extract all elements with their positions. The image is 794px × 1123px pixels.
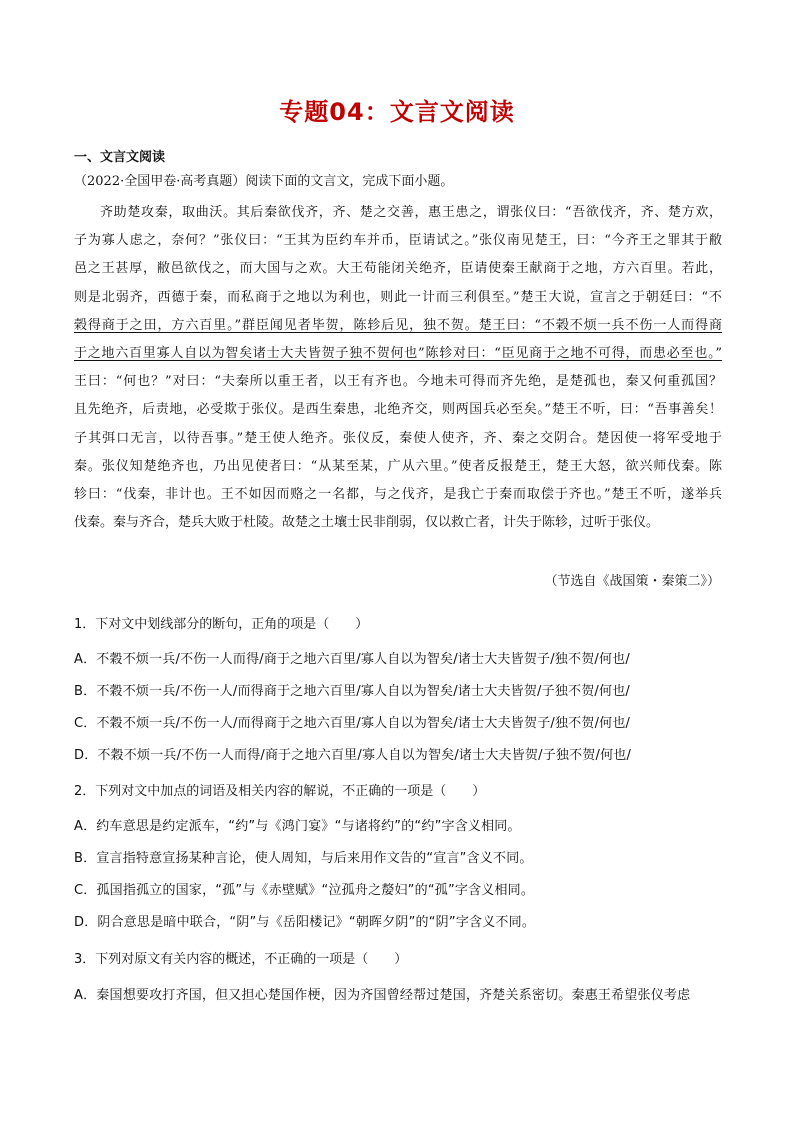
question-2-option-a: A．约车意思是约定派车，“约”与《鸿门宴》“与诸将约”的“约”字含义相同。: [74, 819, 521, 834]
passage-source: （节选自《战国策・秦策二》）: [544, 574, 720, 589]
question-1-option-b: B．不穀不烦一兵/不伤一人/而得商于之地六百里/寡人自以为智矣/诸士大夫皆贺/子独不贺/何也/: [74, 684, 630, 699]
question-2-option-c: C．孤国指孤立的国家，“孤”与《赤壁赋》“泣孤舟之嫠妇”的“孤”字含义相同。: [74, 883, 535, 898]
passage-line: 邑之王甚厚，敝邑欲伐之，而大国与之欢。大王苟能闭关绝齐，臣请使秦王献商于之地，方六百里。若此，: [74, 261, 722, 277]
passage-line: 齐助楚攻秦，取曲沃。其后秦欲伐齐，齐、楚之交善，惠王患之，谓张仪曰：“吾欲伐齐，齐、楚方欢，: [100, 205, 722, 220]
passage-line: 子其弭口无言，以待吾事。”楚王使人绝齐。张仪反，秦使人使齐，齐、秦之交阴合。楚因使一将军受地于: [74, 430, 722, 446]
question-1-option-c: C．不穀不烦一兵/不伤一人/而得商于之地六百里/寡人自以为智矣/诸士大夫皆贺子/独不贺/何也/: [74, 716, 631, 731]
page-title: 专题04：文言文阅读: [279, 98, 515, 126]
passage-line: 轸曰：“伐秦，非计也。王不如因而赂之一名都，与之伐齐，是我亡于秦而取偿于齐也。”楚王不听，遂举兵: [74, 486, 722, 502]
question-1-option-d: D．不穀不烦一兵/不伤一人而得/商于之地六百里/寡人自以为智矣/诸士大夫皆贺/子独不贺/何也/: [74, 748, 632, 763]
passage-line-underlined: 于之地六百里寡人自以为智矣诸士大夫皆贺子独不贺何也”陈轸对曰：“臣见商于之地不可得，而患必至也。”: [74, 345, 722, 361]
question-3-stem: 3．下列对原文有关内容的概述，不正确的一项是（ ）: [74, 952, 408, 967]
passage-line: 秦。张仪知楚绝齐也，乃出见使者曰：“从某至某，广从六里。”使者反报楚王，楚王大怒，欲兴师伐秦。陈: [74, 458, 722, 474]
question-2-option-b: B．宣言指特意宣扬某种言论，使人周知，与后来用作文告的“宣言”含义不同。: [74, 851, 533, 866]
passage-line: 伐秦。秦与齐合，楚兵大败于杜陵。故楚之土壤士民非削弱，仅以救亡者，计失于陈轸，过听于张仪。: [74, 515, 660, 531]
question-2-stem: 2．下列对文中加点的词语及相关内容的解说，不正确的一项是（ ）: [74, 784, 486, 799]
question-2-option-d: D．阴合意思是暗中联合，“阴”与《岳阳楼记》“朝晖夕阴”的“阴”字含义不同。: [74, 915, 536, 930]
passage-line: 王曰：“何也？”对曰：“夫秦所以重王者，以王有齐也。今地未可得而齐先绝，是楚孤也，秦又何重孤国？: [74, 374, 722, 390]
classical-passage: [74, 199, 722, 537]
passage-line-underlined: 榖得商于之田，方六百里。”群臣闻见者毕贺，陈轸后见，独不贺。楚王曰：“不榖不烦一兵不伤一人而得商: [74, 317, 722, 333]
passage-line: 且先绝齐，后责地，必受欺于张仪。是西生秦患，北绝齐交，则两国兵必至矣。”楚王不听，曰：“吾事善矣！: [74, 402, 722, 418]
section-heading: 一、文言文阅读: [74, 150, 166, 165]
section-intro: （2022·全国甲卷·高考真题）阅读下面的文言文，完成下面小题。: [74, 174, 454, 189]
question-1-stem: 1．下对文中划线部分的断句，正角的项是（ ）: [74, 617, 369, 632]
passage-line: 则是北弱齐，西德于秦，而私商于之地以为利也，则此一计而三利俱至。”楚王大说，宣言之于朝廷曰：“不: [74, 289, 722, 305]
question-1-option-a: A．不穀不烦一兵/不伤一人而得/商于之地六百里/寡人自以为智矣/诸士大夫皆贺子/独不贺/何也/: [74, 652, 630, 667]
question-3-option-a: A．秦国想要攻打齐国，但又担心楚国作梗，因为齐国曾经帮过楚国，齐楚关系密切。秦惠王希望张仪考虑: [74, 988, 691, 1003]
passage-line: 子为寡人虑之，奈何？”张仪曰：“王其为臣约车并币，臣请试之。”张仪南见楚王，曰：“今齐王之罪其于敝: [74, 233, 722, 249]
